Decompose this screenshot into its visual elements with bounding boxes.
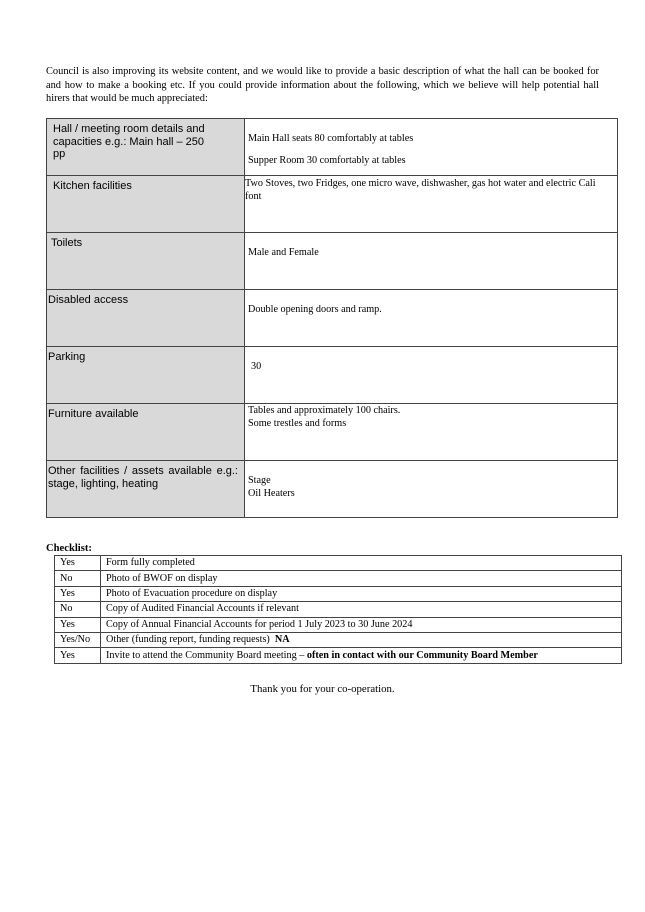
- checklist-status: Yes/No: [55, 632, 101, 647]
- checklist-item: Photo of Evacuation procedure on display: [101, 586, 622, 601]
- checklist-item: Form fully completed: [101, 556, 622, 571]
- checklist-table: [54, 555, 622, 664]
- checklist-item: Invite to attend the Community Board meeting –: [106, 649, 307, 661]
- checklist-status: Yes: [55, 586, 101, 601]
- row-label: Hall / meeting room details and capacities e.g.: Main hall – 250 pp: [53, 123, 205, 160]
- table-row: [47, 176, 618, 233]
- row-value: Main Hall seats 80 comfortably at tables: [248, 133, 414, 144]
- row-value: Two Stoves, two Fridges, one micro wave, dishwasher, gas hot water and electric Cali font: [245, 178, 596, 202]
- hall-details-table: [46, 118, 618, 518]
- row-value: Double opening doors and ramp.: [248, 304, 382, 315]
- table-row: [47, 461, 618, 518]
- checklist-item: Photo of BWOF on display: [101, 571, 622, 586]
- checklist-item: Copy of Annual Financial Accounts for period 1 July 2023 to 30 June 2024: [101, 617, 622, 632]
- checklist-item: Copy of Audited Financial Accounts if relevant: [101, 602, 622, 617]
- checklist-row: [55, 617, 622, 632]
- row-value: Oil Heaters: [248, 487, 295, 499]
- row-label: Other facilities / assets available e.g.: stage, lighting, heating: [48, 465, 238, 490]
- table-row: [47, 290, 618, 347]
- row-label: Parking: [48, 351, 86, 363]
- checklist-row: [55, 571, 622, 586]
- checklist-row: [55, 602, 622, 617]
- row-value: Stage: [248, 475, 271, 486]
- checklist-row: [55, 632, 622, 647]
- intro-paragraph: Council is also improving its website content, and we would like to provide a basic description of what the hall can be booked for and how to make a booking etc. If you could provide information about the following, which we believe will help potential hall hirers that would be much appreciated:: [46, 66, 599, 104]
- row-label: Furniture available: [48, 408, 139, 420]
- checklist-status: Yes: [55, 648, 101, 663]
- checklist-row: [55, 648, 622, 663]
- thank-you-note: Thank you for your co-operation.: [250, 683, 395, 695]
- row-value: Male and Female: [248, 247, 319, 258]
- row-label: Disabled access: [48, 294, 129, 306]
- table-row: [47, 233, 618, 290]
- row-value: Supper Room 30 comfortably at tables: [248, 154, 406, 166]
- checklist-status: Yes: [55, 556, 101, 571]
- table-row: [47, 404, 618, 461]
- checklist-status: No: [55, 602, 101, 617]
- table-row: [47, 347, 618, 404]
- row-value: 30: [251, 361, 262, 372]
- table-row: [47, 119, 618, 176]
- row-label: Kitchen facilities: [53, 180, 132, 192]
- checklist-status: No: [55, 571, 101, 586]
- row-value: Some trestles and forms: [248, 417, 347, 429]
- checklist-title: Checklist:: [46, 543, 92, 554]
- row-label: Toilets: [51, 237, 83, 249]
- checklist-note: often in contact with our Community Board Member: [306, 649, 538, 661]
- checklist-note: NA: [274, 634, 290, 646]
- checklist-status: Yes: [55, 617, 101, 632]
- checklist-row: [55, 556, 622, 571]
- checklist-item: Other (funding report, funding requests): [106, 634, 270, 646]
- row-value: Tables and approximately 100 chairs.: [248, 405, 401, 416]
- checklist-row: [55, 586, 622, 601]
